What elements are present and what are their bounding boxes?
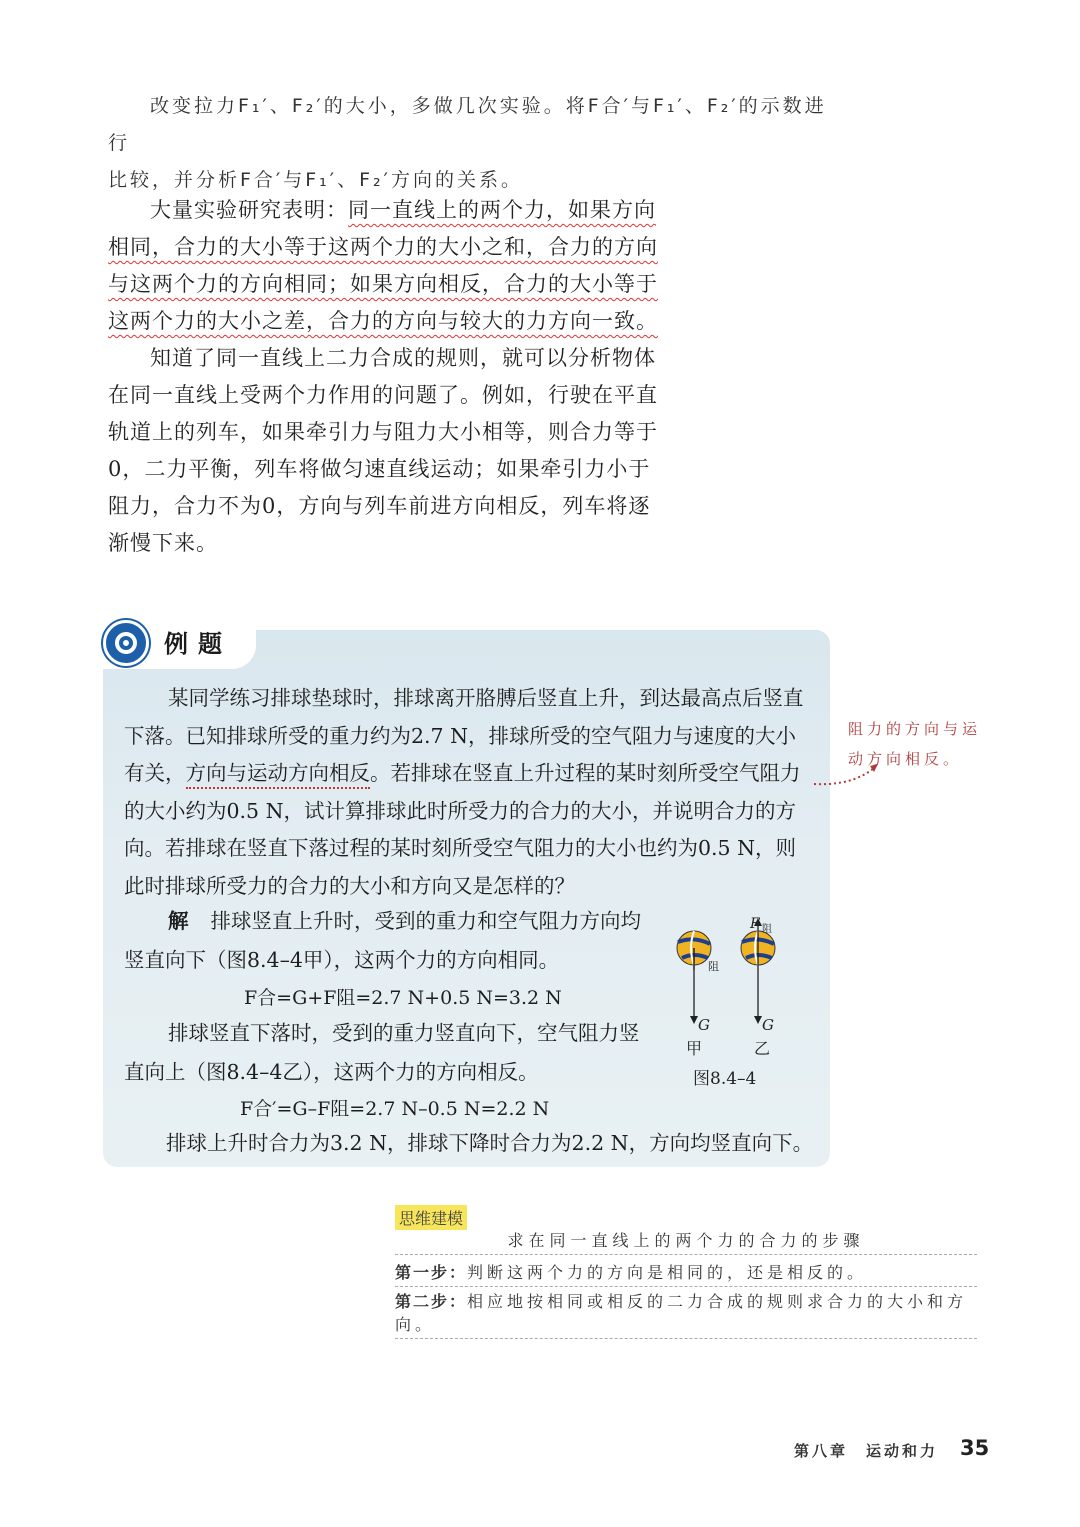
solution-part-1: 解 排球竖直上升时，受到的重力和空气阻力方向均竖直向下（图8.4–4甲），这两个力的方向相同。: [124, 909, 641, 972]
equation-1: F合=G+F阻=2.7 N+0.5 N=3.2 N: [244, 987, 562, 1009]
label-jia: 甲: [686, 1039, 703, 1058]
f-label-yi: F: [750, 916, 760, 932]
label-yi: 乙: [754, 1039, 771, 1058]
train-paragraph: 知道了同一直线上二力合成的规则，就可以分析物体在同一直线上受两个力作用的问题了。例如，行驶在平直轨道上的列车，如果牵引力与阻力大小相等，则合力等于0，二力平衡，列车将做匀速直线运动；如果牵引力小于阻力，合力不为0，方向与列车前进方向相反，列车将逐渐慢下来。: [108, 346, 658, 555]
conclusion-rule: 同一直线上的两个力，如果方向相同，合力的大小等于这两个力的大小之和，合力的方向与这两个力的方向相同；如果方向相反，合力的大小等于这两个力的大小之差，合力的方向与较大的力方向一致。: [108, 198, 658, 333]
page-number: 35: [960, 1436, 990, 1460]
example-problem: 某同学练习排球垫球时，排球离开胳膊后竖直上升，到达最高点后竖直下落。已知排球所受的重力约为2.7 N，排球所受的空气阻力与速度的大小有关，方向与运动方向相反。若排球在竖直上升过程的某时刻所受空气阻力的大小约为0.5 N，试计算排球此时所受力的合力的大小，并说明合力的方向。若排球在竖直下落过程的某时刻所受空气阻力的大小也约为0.5 N，则此时排球所受力的合力的大小和方向又是怎样的？: [124, 686, 804, 898]
equation-2: F合′=G–F阻=2.7 N–0.5 N=2.2 N: [240, 1098, 550, 1120]
example-title: 例题: [164, 630, 232, 658]
f-zu-sub-yi: 阻: [762, 924, 772, 935]
margin-note: 阻力的方向与运动方向相反。: [848, 720, 982, 768]
f-zu-sub-jia: 阻: [708, 960, 719, 973]
g-label-yi: G: [762, 1016, 774, 1034]
chapter-footer: 第八章 运动和力: [793, 1442, 938, 1460]
g-label-jia: G: [698, 1016, 710, 1034]
figure-caption: 图8.4–4: [693, 1069, 757, 1089]
conclusion-paragraph: [108, 192, 668, 340]
thinking-model-step-1: 第一步：判断这两个力的方向是相同的，还是相反的。: [395, 1260, 977, 1287]
volleyball-force-diagram: [664, 912, 814, 1087]
solution-part-2: 排球竖直下落时，受到的重力竖直向下，空气阻力竖直向上（图8.4–4乙），这两个力的方向相反。: [124, 1021, 640, 1084]
example-target-icon: [103, 620, 149, 666]
conclusion-lead: 大量实验研究表明：: [150, 198, 348, 222]
intro-line-1: 改变拉力F₁′、F₂′的大小，多做几次实验。将F合′与F₁′、F₂′的示数进行: [108, 95, 827, 154]
intro-paragraph: [108, 88, 848, 199]
intro-line-2: 比较，并分析F合′与F₁′、F₂′方向的关系。: [108, 169, 523, 191]
thinking-model-title: 求在同一直线上的两个力的合力的步骤: [395, 1228, 977, 1255]
thinking-model-step-2: 第二步：相应地按相同或相反的二力合成的规则求合力的大小和方向。: [395, 1289, 977, 1339]
solution-conclusion: 排球上升时合力为3.2 N，排球下降时合力为2.2 N，方向均竖直向下。: [166, 1131, 814, 1155]
example-dotted-phrase: 方向与运动方向相反: [186, 761, 371, 789]
solution-label: 解: [168, 909, 189, 933]
thinking-model-tag: 思维建模: [395, 1205, 467, 1230]
